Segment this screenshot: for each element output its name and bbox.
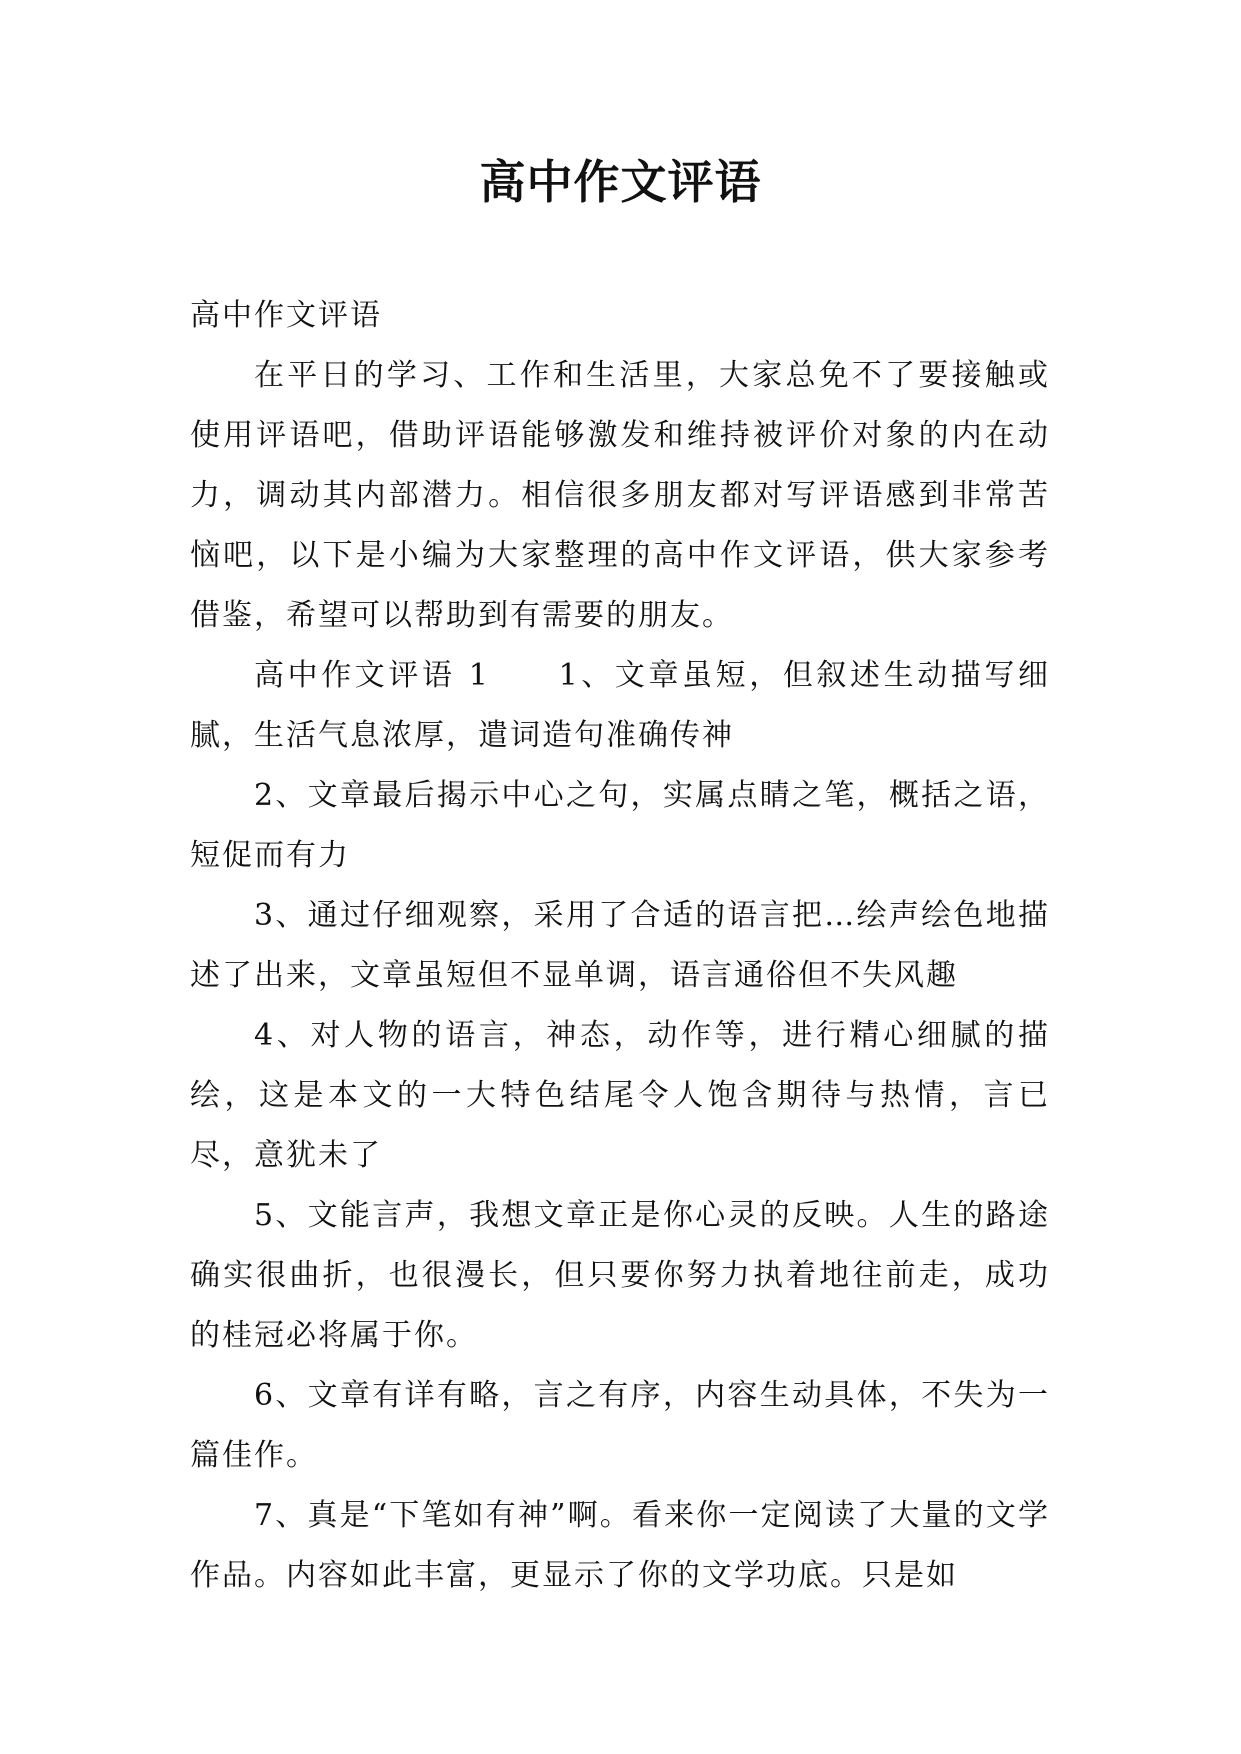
document-title: 高中作文评语 xyxy=(479,155,762,209)
paragraph-intro: 在平日的学习、工作和生活里，大家总免不了要接触或使用评语吧，借助评语能够激发和维持被评价对象的内在动力，调动其内部潜力。相信很多朋友都对写评语感到非常苦恼吧，以下是小编为大家整理的高中作文评语，供大家参考借鉴，希望可以帮助到有需要的朋友。 xyxy=(190,358,1050,633)
paragraph-comment-5: 5、文能言声，我想文章正是你心灵的反映。人生的路途确实很曲折，也很漫长，但只要你努力执着地往前走，成功的桂冠必将属于你。 xyxy=(190,1198,1050,1353)
paragraph-comment-3: 3、通过仔细观察，采用了合适的语言把…绘声绘色地描述了出来，文章虽短但不显单调，语言通俗但不失风趣 xyxy=(190,898,1050,993)
paragraph-comment-1: 高中作文评语 1 1、文章虽短，但叙述生动描写细腻，生活气息浓厚，遣词造句准确传神 xyxy=(190,658,1050,753)
paragraph-comment-2: 2、文章最后揭示中心之句，实属点睛之笔，概括之语，短促而有力 xyxy=(190,778,1050,873)
paragraph-comment-4: 4、对人物的语言，神态，动作等，进行精心细腻的描绘，这是本文的一大特色结尾令人饱含期待与热情，言已尽，意犹未了 xyxy=(190,1018,1050,1173)
paragraph-heading: 高中作文评语 xyxy=(190,298,382,333)
paragraph-comment-6: 6、文章有详有略，言之有序，内容生动具体，不失为一篇佳作。 xyxy=(190,1378,1050,1473)
document-body xyxy=(190,286,1050,1606)
paragraph-comment-7: 7、真是“下笔如有神”啊。看来你一定阅读了大量的文学作品。内容如此丰富，更显示了你的文学功底。只是如 xyxy=(190,1498,1050,1593)
